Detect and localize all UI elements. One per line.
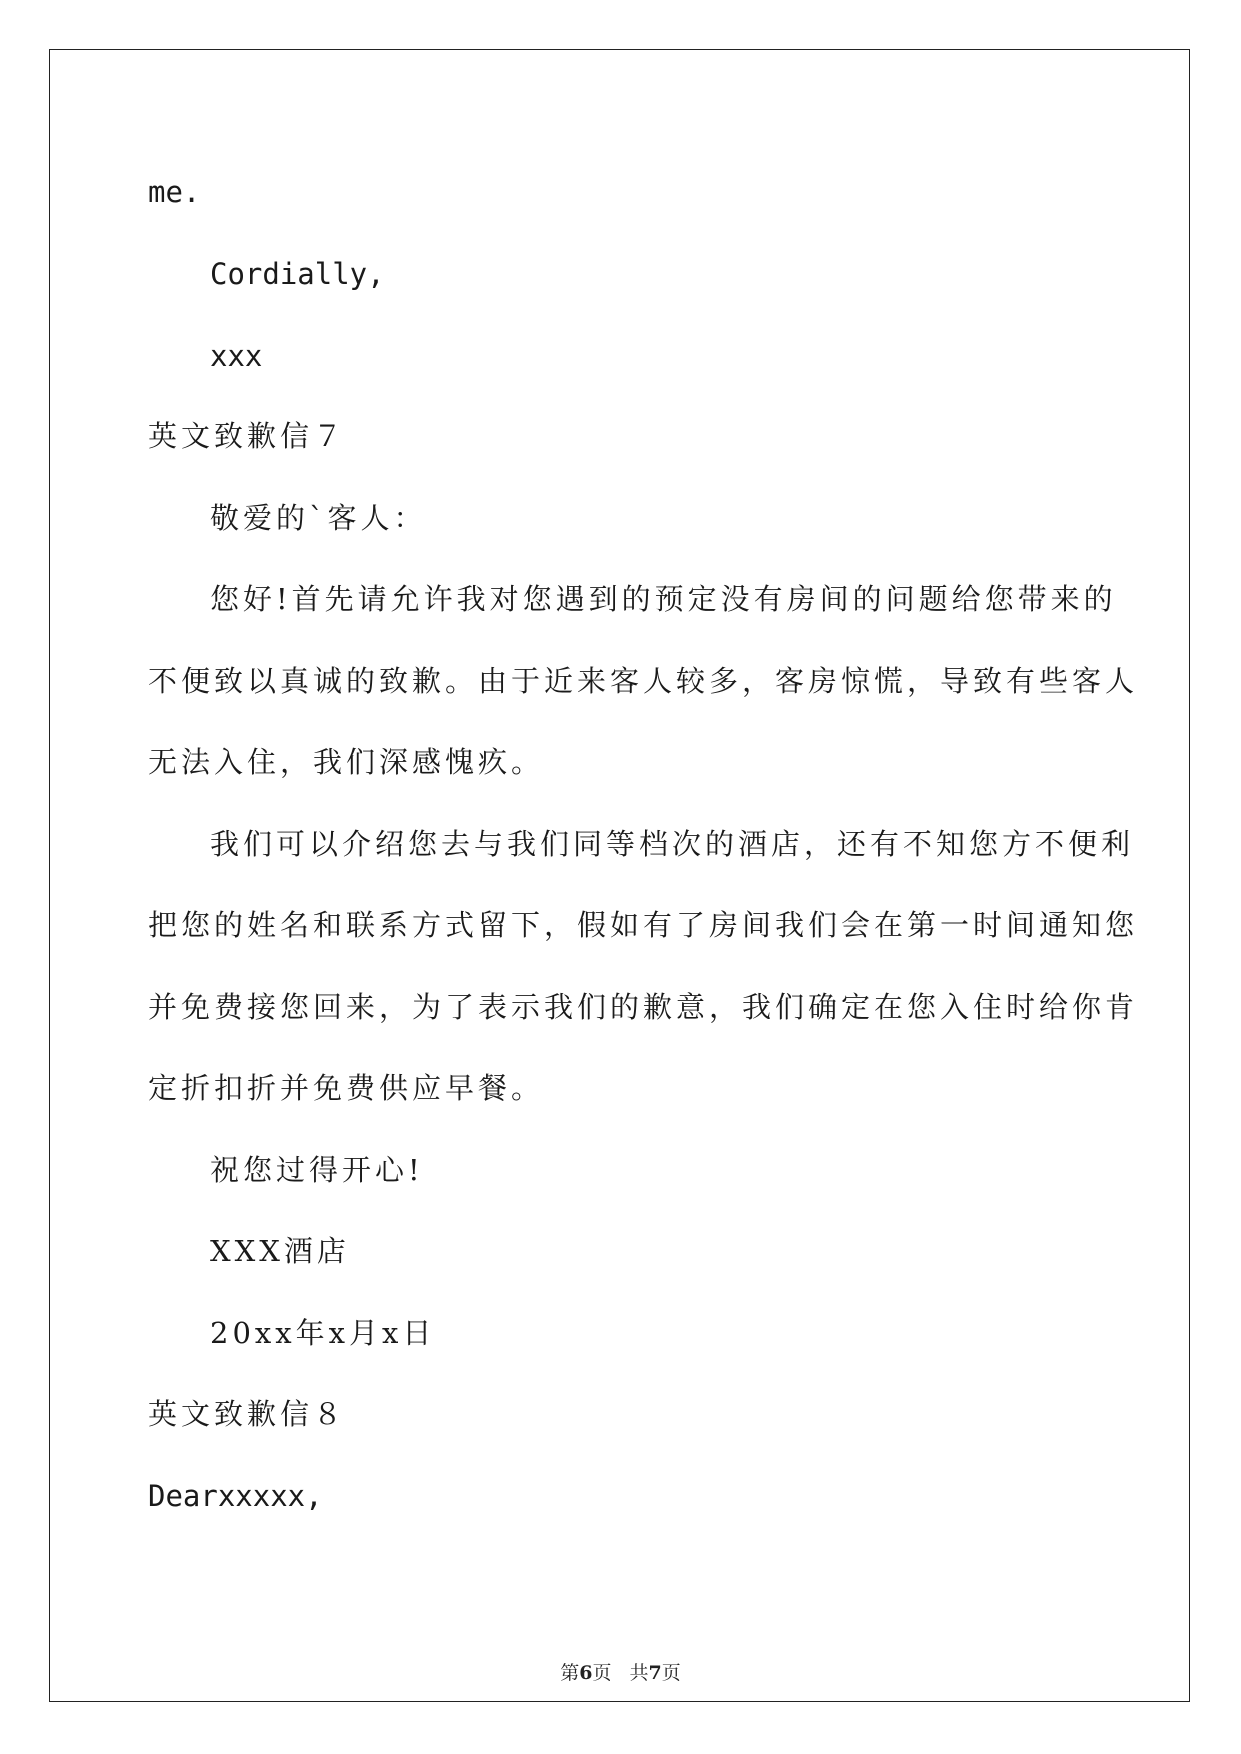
salutation: 敬爱的`客人：	[210, 501, 427, 535]
hotel-signature: XXX酒店	[210, 1234, 350, 1268]
text-line-me: me.	[148, 175, 201, 209]
paragraph-2-line-4: 定折扣折并免费供应早餐。	[148, 1071, 545, 1105]
paragraph-2-line-3: 并免费接您回来，为了表示我们的歉意，我们确定在您入住时给你肯	[148, 990, 1139, 1024]
text-line-signature: xxx	[210, 339, 263, 373]
paragraph-2-line-2: 把您的姓名和联系方式留下，假如有了房间我们会在第一时间通知您	[148, 908, 1139, 942]
footer-page-suffix: 页	[592, 1662, 612, 1684]
text-line-cordially: Cordially,	[210, 257, 385, 291]
footer-total-prefix: 共	[629, 1662, 649, 1684]
section-heading-8: 英文致歉信８	[148, 1397, 347, 1431]
page-border	[49, 49, 1190, 1702]
section-heading-7: 英文致歉信７	[148, 419, 347, 453]
footer-total-suffix: 页	[661, 1662, 681, 1684]
closing-wish: 祝您过得开心!	[210, 1153, 424, 1187]
footer-page-number: 6	[579, 1662, 593, 1684]
paragraph-1-line-2: 不便致以真诚的致歉。由于近来客人较多，客房惊慌，导致有些客人	[148, 664, 1139, 698]
footer-page-prefix: 第	[560, 1662, 580, 1684]
greeting-dear: Dearxxxxx,	[148, 1479, 323, 1513]
paragraph-1-line-3: 无法入住，我们深感愧疚。	[148, 745, 545, 779]
paragraph-2-line-1: 我们可以介绍您去与我们同等档次的酒店，还有不知您方不便利	[210, 827, 1135, 861]
letter-date: 20xx年x月x日	[210, 1316, 436, 1350]
footer-total-pages: 7	[648, 1662, 662, 1684]
page-footer	[0, 1661, 1241, 1685]
paragraph-1-line-1: 您好!首先请允许我对您遇到的预定没有房间的问题给您带来的	[210, 582, 1117, 616]
